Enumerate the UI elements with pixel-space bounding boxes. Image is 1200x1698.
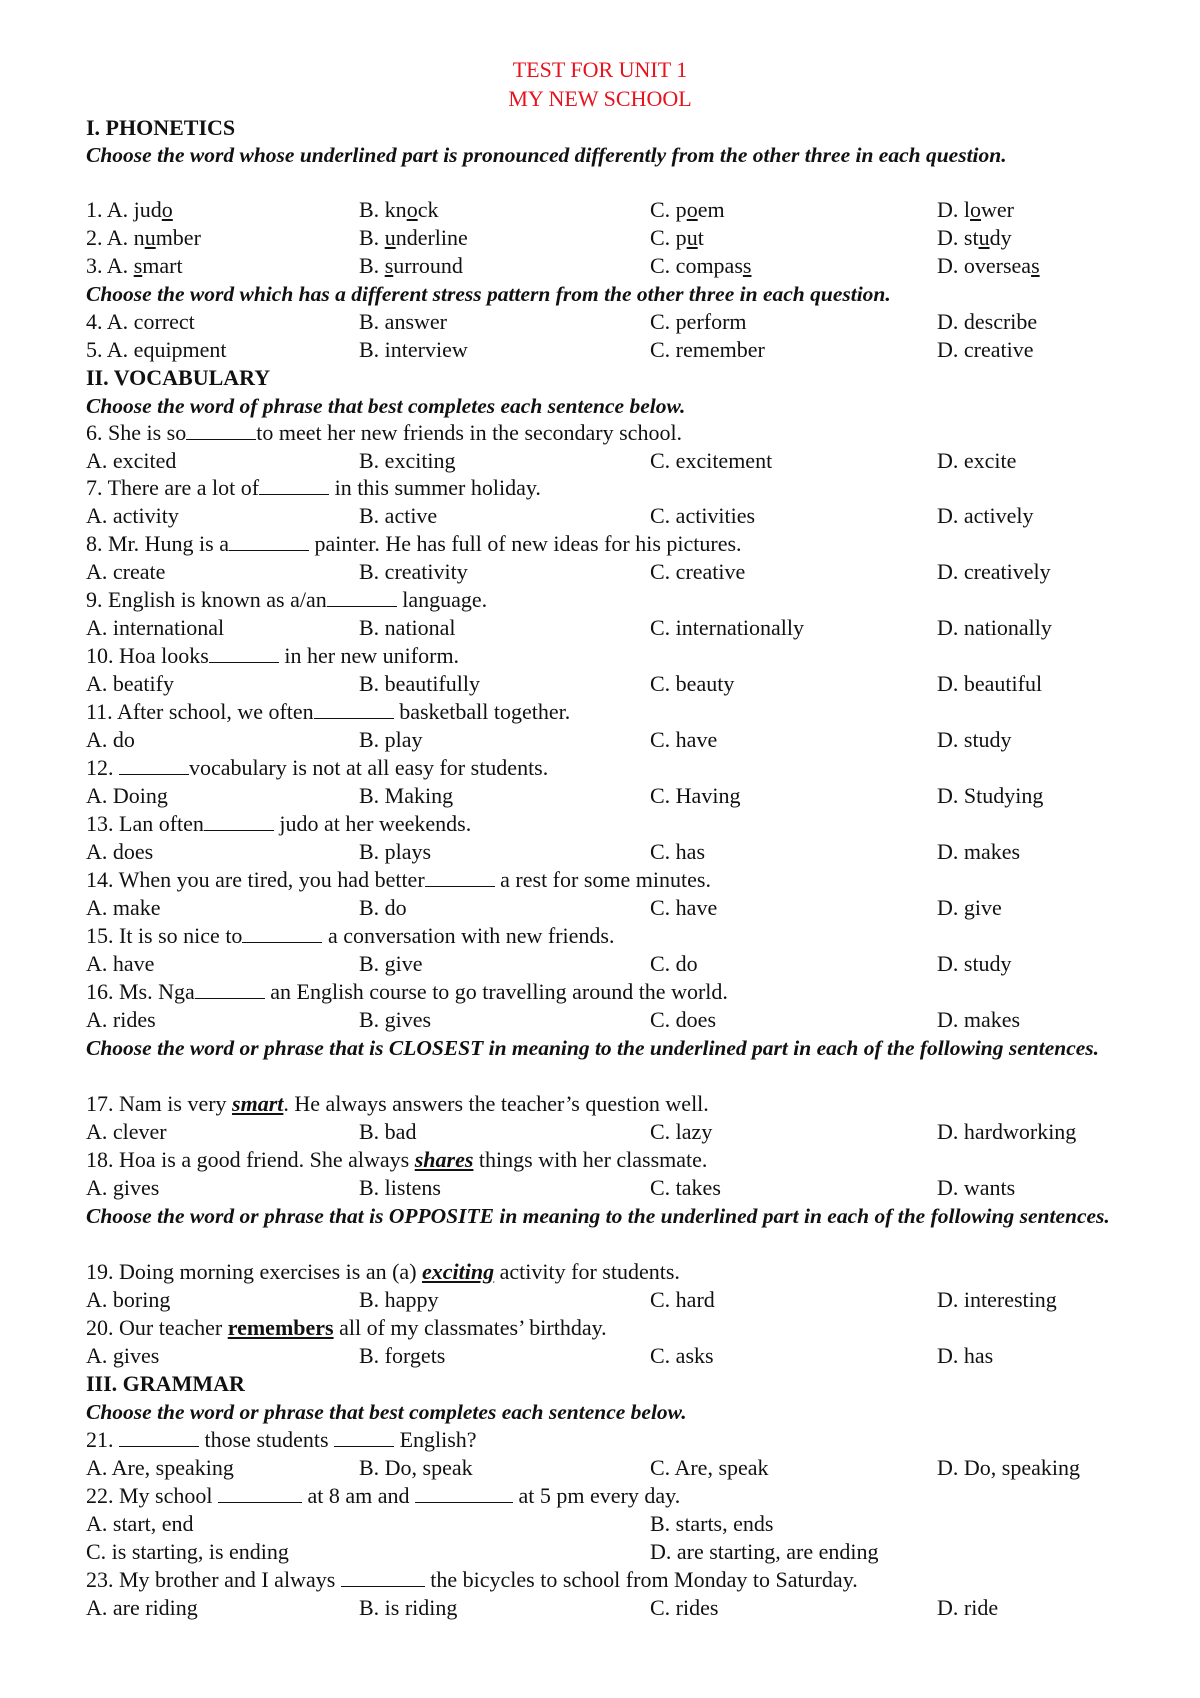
option-d[interactable]: D. nationally: [937, 615, 1052, 640]
option-b[interactable]: B. answer: [359, 309, 447, 334]
option-a[interactable]: A. excited: [86, 448, 177, 473]
question-21-stem: 21. those students English?: [86, 1427, 477, 1452]
option-d[interactable]: D. study: [937, 951, 1012, 976]
option-b[interactable]: B. is riding: [359, 1595, 458, 1620]
option-a[interactable]: 2. A. number: [86, 225, 201, 250]
question-18-stem: 18. Hoa is a good friend. She always shares things with her classmate.: [86, 1147, 708, 1172]
option-b[interactable]: B. forgets: [359, 1343, 446, 1368]
question-8-stem: 8. Mr. Hung is a painter. He has full of new ideas for his pictures.: [86, 531, 742, 556]
option-b[interactable]: B. underline: [359, 225, 468, 250]
option-d[interactable]: D. beautiful: [937, 671, 1043, 696]
option-c[interactable]: C. remember: [650, 337, 765, 362]
option-c[interactable]: C. rides: [650, 1595, 719, 1620]
instruction-closest: Choose the word or phrase that is CLOSEST in meaning to the underlined part in each of the following sentences.: [86, 1036, 1100, 1060]
option-a[interactable]: A. gives: [86, 1343, 160, 1368]
question-15-stem: 15. It is so nice to a conversation with new friends.: [86, 923, 615, 948]
option-d[interactable]: D. overseas: [937, 253, 1040, 278]
option-d[interactable]: D. Do, speaking: [937, 1455, 1080, 1480]
option-a[interactable]: A. have: [86, 951, 155, 976]
option-b[interactable]: B. exciting: [359, 448, 456, 473]
option-c[interactable]: C. Having: [650, 783, 741, 808]
option-b[interactable]: B. beautifully: [359, 671, 480, 696]
section-phonetics: I. PHONETICS: [86, 115, 236, 140]
option-a[interactable]: A. are riding: [86, 1595, 198, 1620]
option-d[interactable]: D. creative: [937, 337, 1034, 362]
option-b[interactable]: B. plays: [359, 839, 432, 864]
option-d[interactable]: D. has: [937, 1343, 994, 1368]
instruction-stress: Choose the word which has a different stress pattern from the other three in each question.: [86, 282, 891, 306]
option-d[interactable]: D. actively: [937, 503, 1034, 528]
option-b[interactable]: B. active: [359, 503, 438, 528]
option-c[interactable]: C. hard: [650, 1287, 715, 1312]
option-b[interactable]: B. creativity: [359, 559, 468, 584]
section-grammar: III. GRAMMAR: [86, 1371, 245, 1396]
option-a[interactable]: 5. A. equipment: [86, 337, 227, 362]
question-23-stem: 23. My brother and I always the bicycles to school from Monday to Saturday.: [86, 1567, 858, 1592]
question-7-stem: 7. There are a lot of in this summer holiday.: [86, 475, 541, 500]
option-d[interactable]: D. study: [937, 727, 1012, 752]
option-b[interactable]: B. Making: [359, 783, 454, 808]
question-12-stem: 12. vocabulary is not at all easy for students.: [86, 755, 549, 780]
option-d[interactable]: D. are starting, are ending: [650, 1539, 879, 1564]
option-b[interactable]: B. interview: [359, 337, 468, 362]
option-a[interactable]: A. create: [86, 559, 166, 584]
option-d[interactable]: D. lower: [937, 197, 1014, 222]
option-a[interactable]: A. rides: [86, 1007, 156, 1032]
option-c[interactable]: C. lazy: [650, 1119, 713, 1144]
option-c[interactable]: C. is starting, is ending: [86, 1539, 289, 1564]
instruction-vocabulary: Choose the word of phrase that best completes each sentence below.: [86, 394, 686, 418]
option-d[interactable]: D. excite: [937, 448, 1017, 473]
option-c[interactable]: C. poem: [650, 197, 725, 222]
test-title: TEST FOR UNIT 1: [512, 57, 688, 82]
instruction-grammar: Choose the word or phrase that best completes each sentence below.: [86, 1400, 687, 1424]
question-20-stem: 20. Our teacher remembers all of my classmates’ birthday.: [86, 1315, 607, 1340]
option-a[interactable]: A. gives: [86, 1175, 160, 1200]
question-14-stem: 14. When you are tired, you had better a rest for some minutes.: [86, 867, 711, 892]
option-a[interactable]: A. does: [86, 839, 154, 864]
question-13-stem: 13. Lan often judo at her weekends.: [86, 811, 472, 836]
option-d[interactable]: D. ride: [937, 1595, 999, 1620]
option-a[interactable]: 3. A. smart: [86, 253, 183, 278]
option-a[interactable]: A. Are, speaking: [86, 1455, 234, 1480]
option-c[interactable]: C. perform: [650, 309, 747, 334]
question-9-stem: 9. English is known as a/an language.: [86, 587, 488, 612]
option-c[interactable]: C. have: [650, 895, 718, 920]
option-d[interactable]: D. wants: [937, 1175, 1016, 1200]
option-a[interactable]: A. international: [86, 615, 225, 640]
option-b[interactable]: B. happy: [359, 1287, 439, 1312]
option-b[interactable]: B. national: [359, 615, 456, 640]
option-d[interactable]: D. give: [937, 895, 1002, 920]
option-c[interactable]: C. do: [650, 951, 698, 976]
option-c[interactable]: C. Are, speak: [650, 1455, 769, 1480]
option-c[interactable]: C. activities: [650, 503, 756, 528]
option-b[interactable]: B. give: [359, 951, 423, 976]
question-17-stem: 17. Nam is very smart. He always answers the teacher’s question well.: [86, 1091, 709, 1116]
option-a[interactable]: 1. A. judo: [86, 197, 173, 222]
question-6-stem: 6. She is so to meet her new friends in the secondary school.: [86, 420, 683, 445]
option-b[interactable]: B. surround: [359, 253, 463, 278]
option-c[interactable]: C. internationally: [650, 615, 804, 640]
option-b[interactable]: B. play: [359, 727, 423, 752]
option-b[interactable]: B. knock: [359, 197, 439, 222]
option-c[interactable]: C. compass: [650, 253, 752, 278]
question-10-stem: 10. Hoa looks in her new uniform.: [86, 643, 460, 668]
option-d[interactable]: D. makes: [937, 839, 1021, 864]
question-22-stem: 22. My school at 8 am and at 5 pm every day.: [86, 1483, 681, 1508]
option-b[interactable]: B. listens: [359, 1175, 441, 1200]
option-d[interactable]: D. study: [937, 225, 1012, 250]
option-c[interactable]: C. beauty: [650, 671, 735, 696]
option-d[interactable]: D. makes: [937, 1007, 1021, 1032]
option-a[interactable]: A. beatify: [86, 671, 174, 696]
option-c[interactable]: C. has: [650, 839, 705, 864]
option-a[interactable]: A. activity: [86, 503, 179, 528]
test-subtitle: MY NEW SCHOOL: [508, 86, 692, 111]
option-c[interactable]: C. asks: [650, 1343, 714, 1368]
instruction-opposite: Choose the word or phrase that is OPPOSITE in meaning to the underlined part in each of the following sentences.: [86, 1204, 1110, 1228]
option-c[interactable]: C. does: [650, 1007, 716, 1032]
section-vocabulary: II. VOCABULARY: [86, 365, 271, 390]
option-d[interactable]: D. hardworking: [937, 1119, 1077, 1144]
option-b[interactable]: B. starts, ends: [650, 1511, 774, 1536]
instruction-pronunciation: Choose the word whose underlined part is pronounced differently from the other three in each question.: [86, 143, 1007, 167]
option-d[interactable]: D. Studying: [937, 783, 1044, 808]
question-19-stem: 19. Doing morning exercises is an (a) exciting activity for students.: [86, 1259, 680, 1284]
question-11-stem: 11. After school, we often basketball together.: [86, 699, 571, 724]
option-a[interactable]: A. start, end: [86, 1511, 194, 1536]
option-c[interactable]: C. have: [650, 727, 718, 752]
option-d[interactable]: D. describe: [937, 309, 1038, 334]
option-b[interactable]: B. gives: [359, 1007, 432, 1032]
option-a[interactable]: A. make: [86, 895, 161, 920]
option-c[interactable]: C. put: [650, 225, 704, 250]
option-b[interactable]: B. bad: [359, 1119, 417, 1144]
option-d[interactable]: D. creatively: [937, 559, 1051, 584]
question-16-stem: 16. Ms. Nga an English course to go travelling around the world.: [86, 979, 728, 1004]
option-a[interactable]: A. clever: [86, 1119, 167, 1144]
option-a[interactable]: A. Doing: [86, 783, 168, 808]
option-a[interactable]: A. boring: [86, 1287, 171, 1312]
option-d[interactable]: D. interesting: [937, 1287, 1057, 1312]
option-b[interactable]: B. Do, speak: [359, 1455, 473, 1480]
option-c[interactable]: C. creative: [650, 559, 746, 584]
option-a[interactable]: A. do: [86, 727, 135, 752]
option-c[interactable]: C. takes: [650, 1175, 721, 1200]
option-a[interactable]: 4. A. correct: [86, 309, 195, 334]
option-b[interactable]: B. do: [359, 895, 407, 920]
option-c[interactable]: C. excitement: [650, 448, 773, 473]
